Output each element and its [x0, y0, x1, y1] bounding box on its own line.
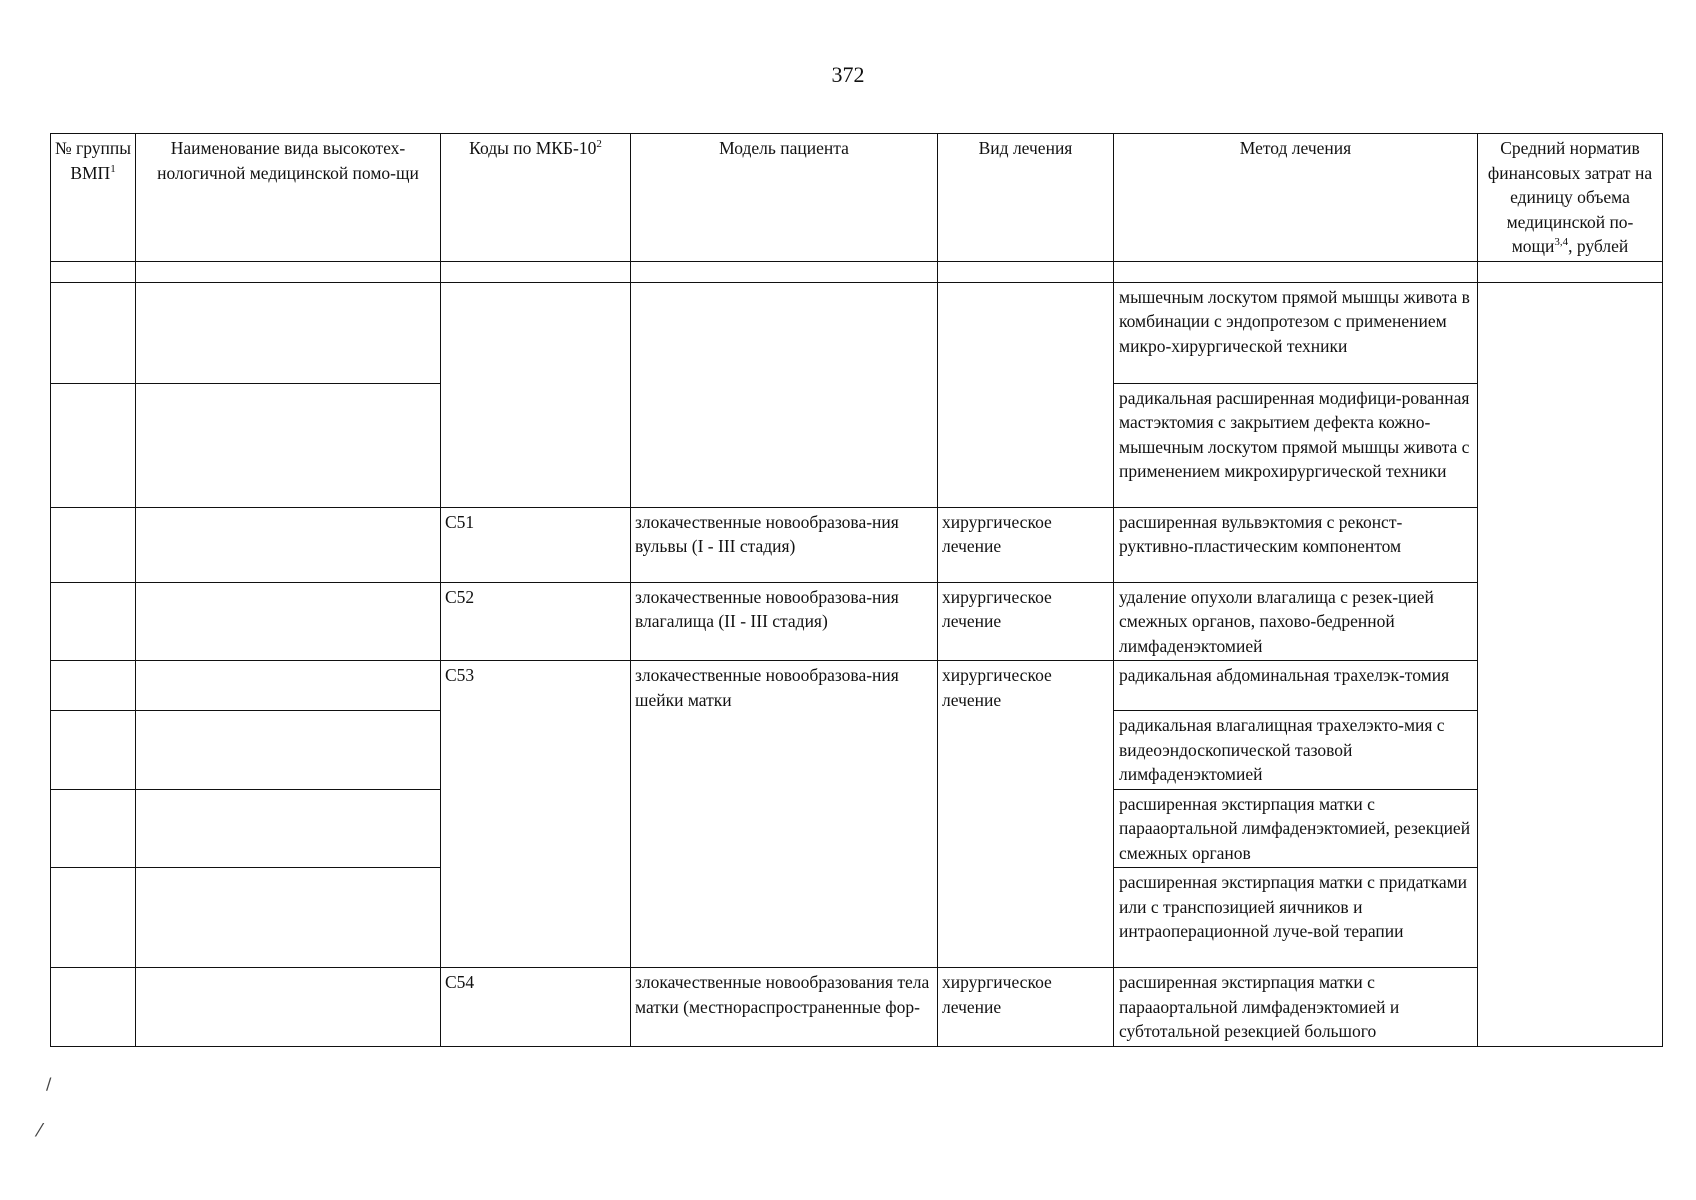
cost-cell	[1478, 282, 1663, 1046]
care-type-cell	[136, 282, 441, 383]
header-row	[51, 134, 1663, 262]
treatment-cell: хирургическое лечение	[938, 968, 1114, 1047]
method-cell: удаление опухоли влагалища с резек-цией смежных органов, пахово-бедренной лимфаденэктомией	[1114, 582, 1478, 661]
method-cell: радикальная расширенная модифици-рованная мастэктомия с закрытием дефекта кожно-мышечным лоскутом прямой мышцы живота с применением микрохирургической техники	[1114, 383, 1478, 507]
table-row	[51, 661, 1663, 711]
model-cell: злокачественные новообразова-ния влагалища (II - III стадия)	[631, 582, 938, 661]
treatment-cell	[938, 282, 1114, 507]
code-cell	[441, 282, 631, 507]
method-cell: расширенная экстирпация матки с парааортальной лимфаденэктомией и субтотальной резекцией большого	[1114, 968, 1478, 1047]
code-cell: C53	[441, 661, 631, 968]
scan-artifact: ⁄	[38, 1120, 42, 1141]
group-cell	[51, 582, 136, 661]
care-type-cell	[136, 383, 441, 507]
page-number: 372	[831, 62, 865, 87]
group-cell	[51, 868, 136, 968]
method-cell: расширенная экстирпация матки с парааортальной лимфаденэктомией, резекцией смежных органов	[1114, 789, 1478, 868]
table-row	[51, 282, 1663, 383]
table-row	[51, 582, 1663, 661]
header-cost-standard: Средний норматив финансовых затрат на единицу объема медицинской по-мощи$^{3,4}$, рублей	[1478, 134, 1663, 262]
care-type-cell	[136, 661, 441, 711]
group-cell	[51, 282, 136, 383]
method-cell: радикальная абдоминальная трахелэк-томия	[1114, 661, 1478, 711]
care-type-cell	[136, 868, 441, 968]
group-cell	[51, 968, 136, 1047]
group-cell	[51, 711, 136, 790]
vmp-table	[50, 133, 1663, 1047]
method-cell: расширенная вульвэктомия с реконст-руктивно-пластическим компонентом	[1114, 507, 1478, 582]
group-cell	[51, 661, 136, 711]
header-treatment-type: Вид лечения	[938, 134, 1114, 262]
group-cell	[51, 507, 136, 582]
care-type-cell	[136, 968, 441, 1047]
care-type-cell	[136, 711, 441, 790]
group-cell	[51, 383, 136, 507]
scan-artifact: /	[46, 1074, 52, 1093]
table-row	[51, 507, 1663, 582]
method-cell: радикальная влагалищная трахелэкто-мия с видеоэндоскопической тазовой лимфаденэктомией	[1114, 711, 1478, 790]
header-care-type: Наименование вида высокотех-нологичной медицинской помо-щи	[136, 134, 441, 262]
header-icd-codes: Коды по МКБ-$10^2$	[441, 134, 631, 262]
model-cell: злокачественные новообразова-ния шейки матки	[631, 661, 938, 968]
code-cell: C51	[441, 507, 631, 582]
treatment-cell: хирургическое лечение	[938, 661, 1114, 968]
method-cell: расширенная экстирпация матки с придатками или с транспозицией яичников и интраоперационной луче-вой терапии	[1114, 868, 1478, 968]
group-cell	[51, 789, 136, 868]
treatment-cell: хирургическое лечение	[938, 582, 1114, 661]
header-treatment-method: Метод лечения	[1114, 134, 1478, 262]
model-cell	[631, 282, 938, 507]
treatment-cell: хирургическое лечение	[938, 507, 1114, 582]
care-type-cell	[136, 507, 441, 582]
table-row	[51, 968, 1663, 1047]
code-cell: C52	[441, 582, 631, 661]
code-cell: C54	[441, 968, 631, 1047]
method-cell: мышечным лоскутом прямой мышцы живота в комбинации с эндопротезом с применением микро-хирургической техники	[1114, 282, 1478, 383]
header-group-number: № группы ВМП$^1$	[51, 134, 136, 262]
model-cell: злокачественные новообразования тела матки (местнораспространенные фор-	[631, 968, 938, 1047]
header-patient-model: Модель пациента	[631, 134, 938, 262]
model-cell: злокачественные новообразова-ния вульвы (I - III стадия)	[631, 507, 938, 582]
care-type-cell	[136, 789, 441, 868]
care-type-cell	[136, 582, 441, 661]
spacer-row	[51, 261, 1663, 282]
